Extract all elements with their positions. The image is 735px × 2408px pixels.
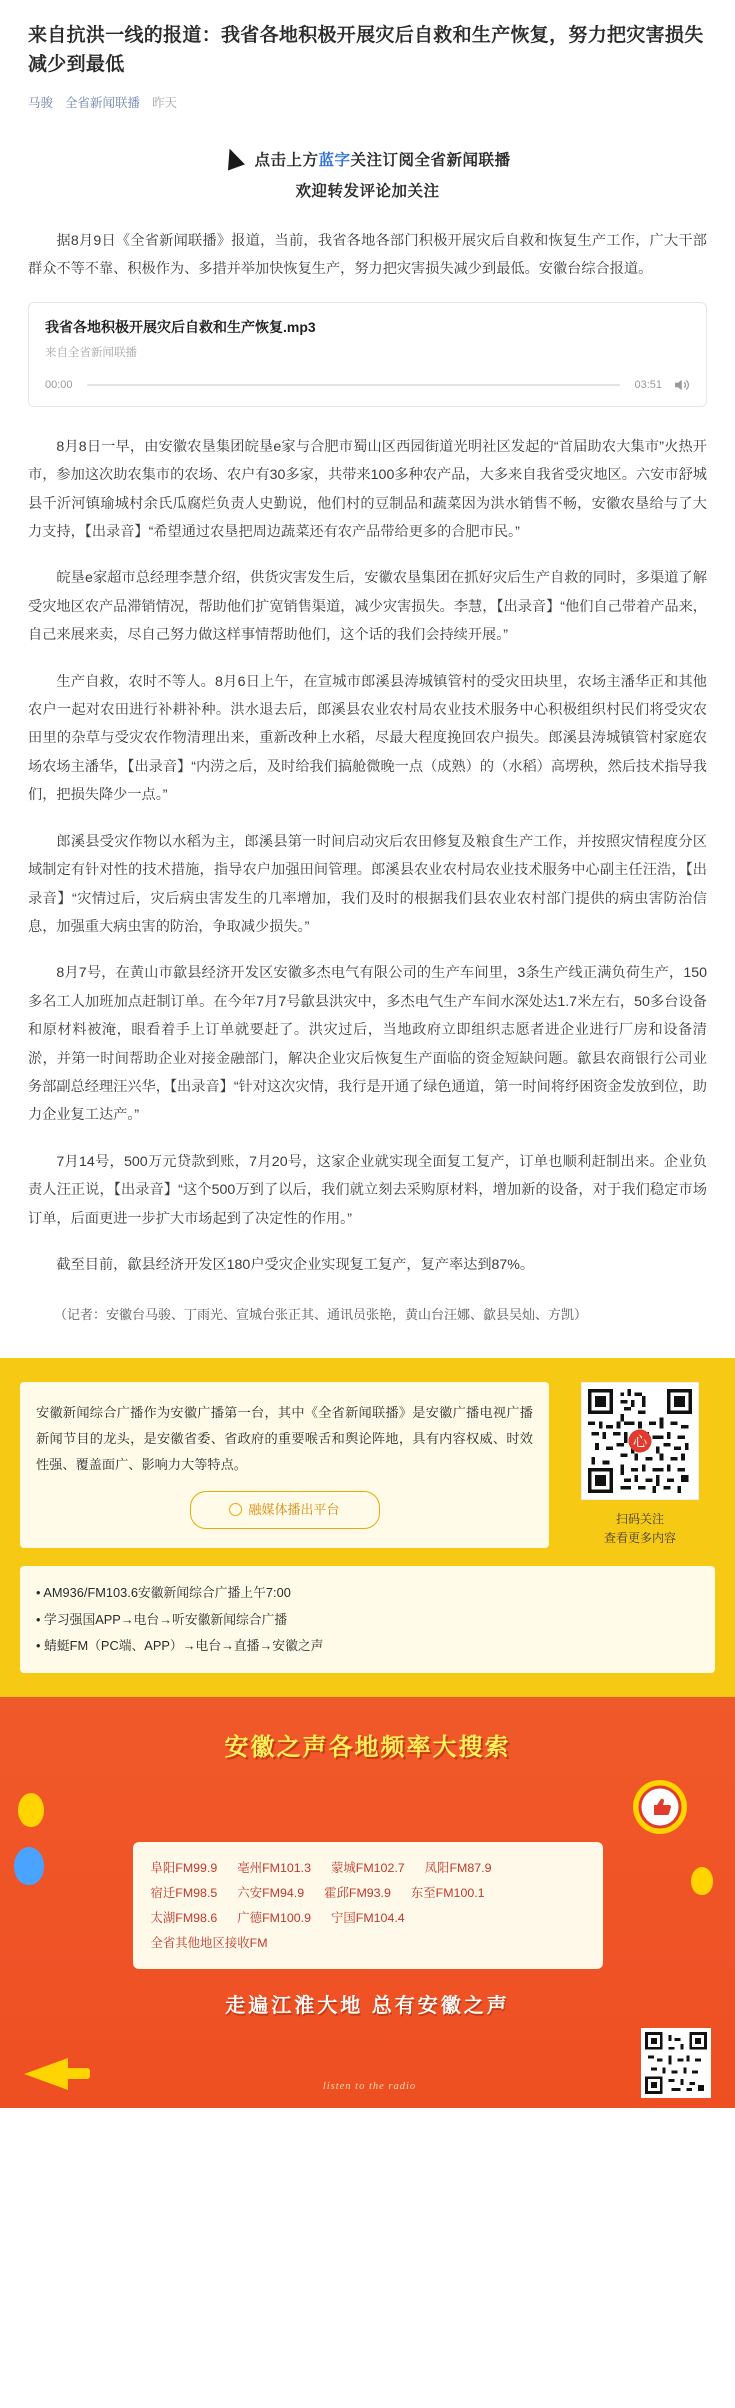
- frequency-item: 太湖FM98.6: [150, 1910, 218, 1925]
- promo-orange-footer: 走遍江淮大地 总有安徽之声: [225, 1995, 510, 2018]
- article-header: [0, 0, 735, 111]
- audio-duration: 03:51: [634, 378, 662, 391]
- frequency-item: 东至FM100.1: [410, 1885, 485, 1900]
- follow-line-1: [0, 145, 735, 176]
- paragraph: 郎溪县受灾作物以水稻为主，郎溪县第一时间启动灾后农田修复及粮食生产工作，并按照灾情程度分区域制定有针对性的技术措施，指导农户加强田间管理。郎溪县农业农村局农业技术服务中心副主任汪浩，【出录音】“灾情过后，灾后病虫害发生的几率增加，我们及时的根据我们县农业农村部门提供的病虫害防治信息，加强重大病虫害的防治，争取减少损失。”: [28, 833, 707, 935]
- promo-yellow-section: [0, 1358, 735, 1697]
- qr-code-icon[interactable]: [641, 2028, 711, 2098]
- frequency-item: 宿迁FM98.5: [150, 1885, 218, 1900]
- article-meta: [28, 93, 707, 111]
- paragraph: 8月7号，在黄山市歙县经济开发区安徽多杰电气有限公司的生产车间里，3条生产线正满负荷生产，150多名工人加班加点赶制订单。在今年7月7号歙县洪灾中，多杰电气生产车间水深处达1.7米左右，50多台设备和原材料被淹，眼看着手上订单就要赶了。洪灾过后，当地政府立即组织志愿者进企业进行厂房和设备清淤，并第一时间帮助企业对接金融部门，解决企业灾后恢复生产面临的资金短缺问题。歙县农商银行公司业务部副总经理汪兴华，【出录音】“针对这次灾情，我行是开通了绿色通道，第一时间将纾困资金发放到位，助力企业复工达产。”: [28, 965, 707, 1124]
- frequency-item: 凤阳FM87.9: [424, 1861, 492, 1876]
- frequency-item: 宁国FM104.4: [330, 1910, 405, 1925]
- paragraph: 7月14号，500万元贷款到账，7月20号，这家企业就实现全面复工复产，订单也顺利赶制出来。企业负责人汪正说，【出录音】“这个500万到了以后，我们就立刻去采购原材料，增加新的设备，对于我们稳定市场订单，后面更进一步扩大市场起到了决定性的作用。”: [28, 1153, 707, 1227]
- frequency-item: 广德FM100.9: [237, 1910, 311, 1925]
- thumbs-up-badge-icon: [633, 1780, 687, 1834]
- audio-subtitle: 来自全省新闻联播: [45, 346, 137, 359]
- frequency-row: [151, 1906, 585, 1931]
- meta-source[interactable]: 全省新闻联播: [65, 96, 141, 110]
- cursor-arrow-icon: [222, 146, 246, 171]
- balloon-icon: [691, 1867, 713, 1895]
- reporter-credits: （记者：安徽台马骏、丁雨光、宣城台张正其、通讯员张艳，黄山台汪娜、歙县吴灿、方凯）: [54, 1307, 588, 1323]
- promo-description-box: [20, 1382, 549, 1548]
- volume-icon[interactable]: [672, 376, 690, 394]
- qr-caption: [604, 1510, 676, 1548]
- paragraph: 生产自救，农时不等人。8月6日上午，在宣城市郎溪县涛城镇管村的受灾田块里，农场主潘华正和其他农户一起对农田进行补耕补种。洪水退去后，郎溪县农业农村局农业技术服务中心积极组织村民们将受灾农田里的杂草与受灾农作物清理出来，重新改种上水稻，尽最大程度挽回农户损失。郎溪县涛城镇管村家庭农场农场主潘华，【出录音】“内涝之后，及时给我们搞舱微晚一点（成熟）的（水稻）高塄秧，然后技术指导我们，把损失降少一点。”: [28, 673, 707, 804]
- qr-caption-line-2: 查看更多内容: [603, 1531, 676, 1546]
- strip-tagline: listen to the radio: [322, 2081, 417, 2093]
- circle-icon: [229, 1503, 242, 1516]
- meta-author[interactable]: 马骏: [28, 96, 54, 110]
- balloon-icon: [18, 1793, 44, 1827]
- follow-suffix: 关注订阅全省新闻联播: [350, 152, 511, 169]
- frequency-row: [151, 1881, 585, 1906]
- promo-pill-label: 融媒体播出平台: [248, 1502, 340, 1518]
- paragraph: 截至目前，歙县经济开发区180户受灾企业实现复工复产，复产率达到87%。: [56, 1256, 535, 1273]
- qr-caption-line-1: 扫码关注: [615, 1512, 664, 1527]
- promo-description: 安徽新闻综合广播作为安徽广播第一台，其中《全省新闻联播》是安徽广播电视广播新闻节目的龙头，是安徽省委、省政府的重要喉舌和舆论阵地，具有内容权威、时效性强、覆盖面广、影响力大等特点。: [36, 1405, 533, 1472]
- frequency-item: 亳州FM101.3: [237, 1861, 311, 1876]
- balloon-icon: [14, 1847, 44, 1885]
- audio-title: 我省各地积极开展灾后自救和生产恢复.mp3: [45, 318, 316, 335]
- meta-time: 昨天: [152, 96, 178, 110]
- frequency-row: [151, 1931, 585, 1956]
- megaphone-icon: [24, 2050, 98, 2098]
- follow-prefix: 点击上方: [254, 152, 319, 169]
- follow-line-2: 欢迎转发评论加关注: [295, 183, 440, 200]
- promo-channel-list: [20, 1566, 715, 1673]
- frequency-item: 霍邱FM93.9: [324, 1885, 391, 1900]
- promo-orange-bottom-strip: [18, 2028, 717, 2108]
- article-body: [0, 217, 735, 1328]
- promo-orange-section: [0, 1697, 735, 2108]
- frequency-item: 蒙城FM102.7: [330, 1861, 405, 1876]
- list-item: • 蜻蜓FM（PC端、APP）→电台→直播→安徽之声: [36, 1633, 699, 1659]
- follow-highlight: 蓝字: [318, 152, 351, 169]
- promo-qr-column: [565, 1382, 715, 1548]
- frequency-item: 六安FM94.9: [237, 1885, 305, 1900]
- follow-banner: [0, 145, 735, 207]
- paragraph: 据8月9日《全省新闻联播》报道，当前，我省各地各部门积极开展灾后自救和恢复生产工作，广大干部群众不等不靠、积极作为、多措并举加快恢复生产，努力把灾害损失减少到最低。安徽台综合报道。: [28, 233, 707, 278]
- promo-yellow-top: [20, 1382, 715, 1548]
- audio-current-time: 00:00: [45, 378, 73, 391]
- promo-orange-title: 安徽之声各地频率大搜索: [224, 1734, 511, 1762]
- audio-progress-slider[interactable]: [87, 384, 620, 386]
- frequency-item: 阜阳FM99.9: [150, 1861, 218, 1876]
- list-item: • 学习强国APP→电台→听安徽新闻综合广播: [36, 1607, 699, 1633]
- audio-controls[interactable]: [45, 376, 690, 394]
- paragraph: 皖垦e家超市总经理李慧介绍，供货灾害发生后，安徽农垦集团在抓好灾后生产自救的同时，多渠道了解受灾地区农产品滞销情况，帮助他们扩宽销售渠道，减少灾害损失。李慧，【出录音】“他们自己带着产品来，自己来展来卖，尽自己努力做这样事情帮助他们，这个话的我们会持续开展。”: [28, 570, 707, 644]
- promo-platform-pill[interactable]: [190, 1491, 380, 1528]
- frequency-panel: [133, 1842, 603, 1969]
- audio-player-card[interactable]: [28, 302, 707, 407]
- list-item: • AM936/FM103.6安徽新闻综合广播上午7:00: [36, 1580, 699, 1606]
- svg-text:心: 心: [632, 1434, 648, 1451]
- paragraph: 8月8日一早，由安徽农垦集团皖垦e家与合肥市蜀山区西园街道光明社区发起的“首届助农大集市”火热开市，参加这次助农集市的农场、农户有30多家，共带来100多种农产品，大多来自我省受灾地区。六安市舒城县千沂河镇瑜城村余氏瓜腐烂负责人史勤说，他们村的豆制品和蔬菜因为洪水销售不畅，安徽农垦给与了大力支持，【出录音】“希望通过农垦把周边蔬菜还有农产品带给更多的合肥市民。”: [28, 438, 707, 541]
- page-title: 来自抗洪一线的报道：我省各地积极开展灾后自救和生产恢复，努力把灾害损失减少到最低: [28, 25, 704, 75]
- frequency-row: [151, 1856, 585, 1881]
- frequency-item: 全省其他地区接收FM: [150, 1935, 268, 1950]
- qr-code-icon[interactable]: [581, 1382, 699, 1500]
